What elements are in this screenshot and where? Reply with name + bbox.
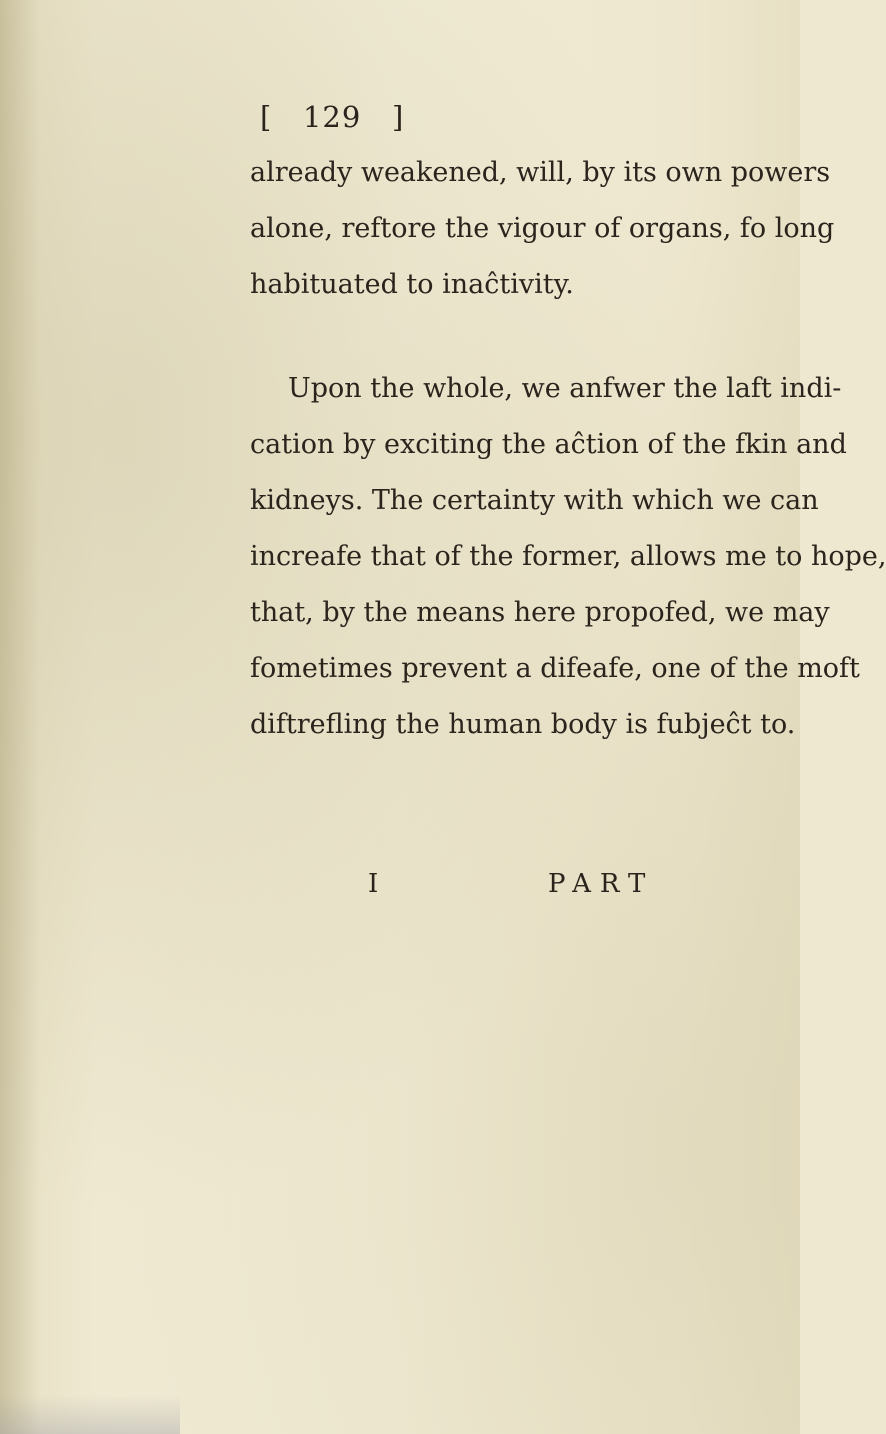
text-line: habituated to inaĉtivity. <box>250 269 574 300</box>
text-line: increafe that of the former, allows me to hope, <box>250 541 886 572</box>
paragraph-gap <box>250 313 650 361</box>
signature-mark: I <box>368 869 379 899</box>
text-line: cation by exciting the aĉtion of the fkin and <box>250 429 847 460</box>
text-line: fometimes prevent a difeafe, one of the moft <box>250 653 860 684</box>
text-line: diftrefling the human body is fubjeĉt to. <box>250 709 796 740</box>
text-line: that, by the means here propofed, we may <box>250 597 830 628</box>
body-text <box>250 145 886 753</box>
gutter-shadow <box>0 0 40 1434</box>
page-corner-shadow <box>0 1395 180 1434</box>
text-line: kidneys. The certainty with which we can <box>250 485 819 516</box>
text-line: alone, reftore the vigour of organs, fo long <box>250 213 835 244</box>
page-number: [ 129 ] <box>260 100 405 134</box>
text-line: Upon the whole, we anfwer the laft indi- <box>288 373 842 404</box>
text-line: already weakened, will, by its own powers <box>250 157 831 188</box>
catchword: PART <box>548 869 655 899</box>
